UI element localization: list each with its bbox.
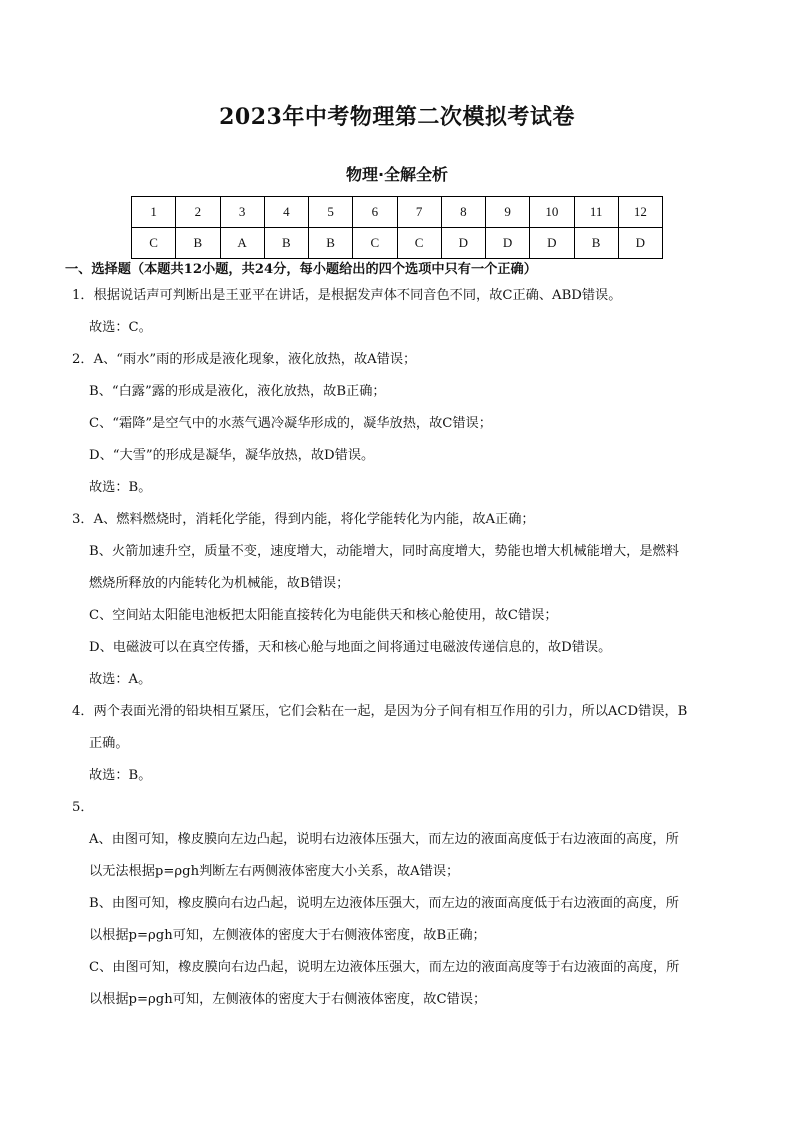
solution-line: 以无法根据p=ρgh判断左右两侧液体密度大小关系，故A错误； bbox=[89, 864, 460, 879]
answer-cell: A bbox=[220, 228, 264, 259]
solution-line: B、火箭加速升空，质量不变，速度增大，动能增大，同时高度增大，势能也增大机械能增大，是燃料 bbox=[89, 544, 679, 559]
solution-line: 2．A、“雨水”雨的形成是液化现象，液化放热，故A错误； bbox=[72, 352, 417, 367]
question-number-cell: 7 bbox=[397, 197, 441, 228]
solution-line: 故选：B。 bbox=[89, 480, 152, 495]
solution-line: 燃烧所释放的内能转化为机械能，故B错误； bbox=[89, 576, 350, 591]
answer-cell: B bbox=[574, 228, 618, 259]
answer-cell: B bbox=[176, 228, 220, 259]
answer-table-answers-row bbox=[132, 228, 663, 259]
question-number-cell: 3 bbox=[220, 197, 264, 228]
section-heading: 一、选择题（本题共12小题，共24分，每小题给出的四个选项中只有一个正确） bbox=[65, 262, 537, 277]
answer-table bbox=[131, 196, 663, 259]
solution-line: C、由图可知，橡皮膜向右边凸起，说明左边液体压强大，而左边的液面高度等于右边液面的高度，所 bbox=[89, 960, 680, 975]
answer-cell: B bbox=[309, 228, 353, 259]
solution-line: 故选：B。 bbox=[89, 768, 152, 783]
solution-line: B、“白露”露的形成是液化，液化放热，故B正确； bbox=[89, 384, 386, 399]
solution-line: D、电磁波可以在真空传播，天和核心舱与地面之间将通过电磁波传递信息的，故D错误。 bbox=[89, 640, 612, 655]
question-number-cell: 1 bbox=[132, 197, 176, 228]
question-number-cell: 8 bbox=[441, 197, 485, 228]
answer-cell: D bbox=[530, 228, 574, 259]
solution-line: A、由图可知，橡皮膜向左边凸起，说明右边液体压强大，而左边的液面高度低于右边液面的高度，所 bbox=[89, 832, 679, 847]
page-subtitle: 物理·全解全析 bbox=[345, 165, 449, 184]
solution-line: 4．两个表面光滑的铅块相互紧压，它们会粘在一起，是因为分子间有相互作用的引力，所以ACD错误，B bbox=[72, 704, 688, 719]
solution-line: 5． bbox=[72, 800, 94, 815]
solution-line: 故选：C。 bbox=[89, 320, 152, 335]
answer-cell: D bbox=[486, 228, 530, 259]
solution-line: D、“大雪”的形成是凝华，凝华放热，故D错误。 bbox=[89, 448, 375, 463]
question-number-cell: 9 bbox=[486, 197, 530, 228]
question-number-cell: 2 bbox=[176, 197, 220, 228]
answer-cell: C bbox=[132, 228, 176, 259]
answer-cell: B bbox=[264, 228, 308, 259]
solutions-body bbox=[65, 260, 728, 1016]
solution-line: 故选：A。 bbox=[89, 672, 152, 687]
solution-line: 以根据p=ρgh可知，左侧液体的密度大于右侧液体密度，故C错误； bbox=[89, 992, 487, 1007]
answer-cell: D bbox=[441, 228, 485, 259]
question-number-cell: 12 bbox=[618, 197, 662, 228]
solution-line: 1．根据说话声可判断出是王亚平在讲话，是根据发声体不同音色不同，故C正确、ABD错误。 bbox=[72, 288, 622, 303]
answer-table-numbers-row bbox=[132, 197, 663, 228]
question-number-cell: 4 bbox=[264, 197, 308, 228]
solution-line: 3．A、燃料燃烧时，消耗化学能，得到内能，将化学能转化为内能，故A正确； bbox=[72, 512, 535, 527]
answer-cell: C bbox=[353, 228, 397, 259]
question-number-cell: 5 bbox=[309, 197, 353, 228]
question-number-cell: 6 bbox=[353, 197, 397, 228]
solution-line: 正确。 bbox=[89, 736, 129, 751]
page-title: 2023年中考物理第二次模拟考试卷 bbox=[219, 104, 575, 130]
solution-line: 以根据p=ρgh可知，左侧液体的密度大于右侧液体密度，故B正确； bbox=[89, 928, 486, 943]
solution-line: B、由图可知，橡皮膜向右边凸起，说明左边液体压强大，而左边的液面高度低于右边液面的高度，所 bbox=[89, 896, 679, 911]
solution-line: C、空间站太阳能电池板把太阳能直接转化为电能供天和核心舱使用，故C错误； bbox=[89, 608, 558, 623]
answer-cell: C bbox=[397, 228, 441, 259]
solution-line: C、“霜降”是空气中的水蒸气遇冷凝华形成的，凝华放热，故C错误； bbox=[89, 416, 492, 431]
question-number-cell: 10 bbox=[530, 197, 574, 228]
question-number-cell: 11 bbox=[574, 197, 618, 228]
answer-cell: D bbox=[618, 228, 662, 259]
